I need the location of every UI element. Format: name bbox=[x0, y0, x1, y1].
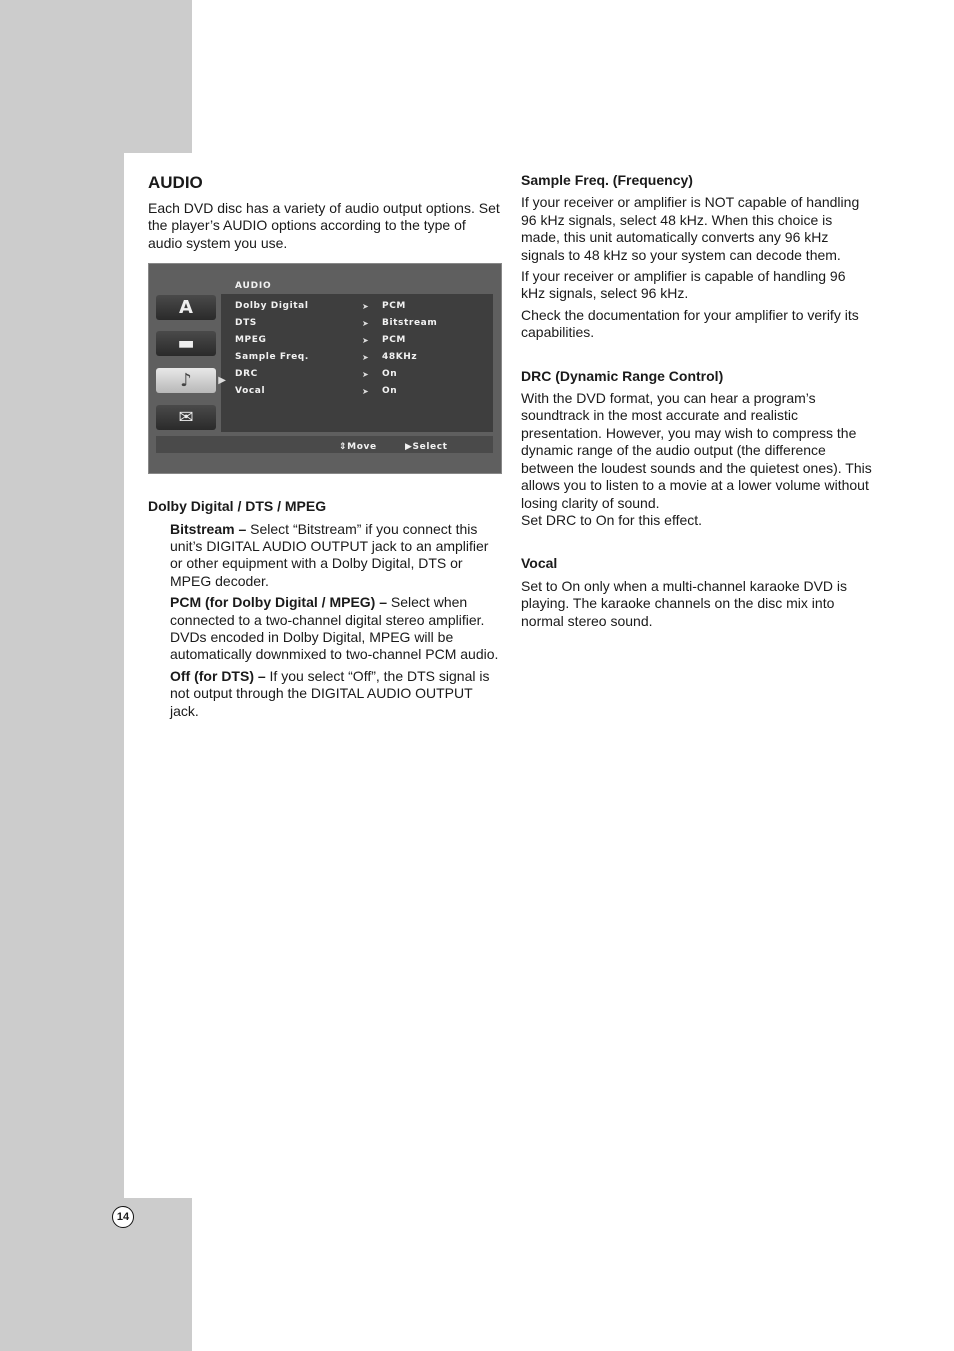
menu-row-label: Vocal bbox=[235, 386, 266, 397]
move-hint-label: Move bbox=[347, 442, 377, 453]
vocal-heading: Vocal bbox=[521, 555, 558, 572]
sample-freq-paragraph-1: If your receiver or amplifier is NOT capable of handling 96 kHz signals, select 48 kHz. When this choice is made, this unit automatically converts any 96 kHz signals to 48 kHz so your system can decode them. bbox=[521, 194, 860, 263]
language-tab-icon: A bbox=[156, 295, 216, 320]
drc-heading: DRC (Dynamic Range Control) bbox=[521, 367, 724, 384]
menu-heading: AUDIO bbox=[235, 281, 272, 292]
menu-row-value: PCM bbox=[382, 335, 406, 346]
pcm-label: PCM (for Dolby Digital / MPEG) – bbox=[170, 594, 388, 611]
pcm-paragraph bbox=[148, 594, 500, 664]
drc-paragraph-2: Set DRC to On for this effect. bbox=[521, 511, 703, 528]
audio-tab-glyph: ♪ bbox=[180, 370, 192, 392]
menu-row-label: Dolby Digital bbox=[235, 301, 309, 312]
pcm-text: Select when connected to a two-channel digital stereo amplifier. DVDs encoded in Dolby Digital, MPEG will be automatically downmixed to two-channel PCM audio. bbox=[170, 594, 499, 663]
row-pointer-icon: ➤ bbox=[362, 336, 369, 346]
lock-tab-icon: ✉ bbox=[156, 405, 216, 430]
intro-paragraph: Each DVD disc has a variety of audio output options. Set the player’s AUDIO options according to the type of audio system you use. bbox=[148, 200, 500, 251]
spacer bbox=[521, 533, 873, 555]
off-label: Off (for DTS) – bbox=[170, 667, 266, 684]
bitstream-text: Select “Bitstream” if you connect this unit’s DIGITAL AUDIO OUTPUT jack to an amplifier or other equipment with a Dolby Digital, DTS or MPEG decoder. bbox=[170, 520, 489, 589]
row-pointer-icon: ➤ bbox=[362, 387, 369, 397]
vocal-paragraph: Set to On only when a multi-channel karaoke DVD is playing. The karaoke channels on the disc mix into normal stereo sound. bbox=[521, 577, 848, 629]
row-pointer-icon: ➤ bbox=[362, 370, 369, 380]
menu-row-value: 48KHz bbox=[382, 352, 418, 363]
menu-row-label: MPEG bbox=[235, 335, 267, 346]
display-tab-icon: ▬ bbox=[156, 331, 216, 356]
right-column bbox=[521, 172, 873, 634]
menu-row-value: PCM bbox=[382, 301, 406, 312]
play-arrow-icon: ▶ bbox=[218, 375, 226, 387]
sample-freq-heading: Sample Freq. (Frequency) bbox=[521, 172, 693, 188]
row-pointer-icon: ➤ bbox=[362, 319, 369, 329]
left-column bbox=[148, 172, 500, 724]
spacer bbox=[521, 346, 873, 368]
menu-row-value: Bitstream bbox=[382, 318, 438, 329]
menu-row-value: On bbox=[382, 386, 398, 397]
menu-row-label: DTS bbox=[235, 318, 257, 329]
menu-row-label: Sample Freq. bbox=[235, 352, 309, 363]
margin-band-bottom bbox=[0, 1198, 192, 1351]
up-down-icon: ⇕ bbox=[339, 442, 348, 453]
page-number: 14 bbox=[112, 1206, 134, 1228]
sample-freq-paragraph-2: If your receiver or amplifier is capable of handling 96 kHz signals, select 96 kHz. bbox=[521, 268, 846, 302]
drc-paragraph-1: With the DVD format, you can hear a program’s soundtrack in the most accurate and realistic presentation. However, you may wish to compress the dynamic range of the audio output (the difference between the loudest sounds and the quietest ones). This allows you to listen to a movie at a lower volume without losing clarity of sound. bbox=[521, 390, 872, 511]
sample-freq-paragraph-3: Check the documentation for your amplifier to verify its capabilities. bbox=[521, 306, 859, 341]
audio-tab-icon bbox=[156, 368, 226, 393]
margin-band-top bbox=[0, 0, 192, 153]
play-arrow-icon: ▶ bbox=[405, 442, 413, 453]
bitstream-paragraph bbox=[148, 521, 500, 591]
dolby-heading: Dolby Digital / DTS / MPEG bbox=[148, 498, 327, 515]
menu-row-label: DRC bbox=[235, 369, 258, 380]
audio-setup-menu-screenshot bbox=[148, 263, 502, 474]
select-hint-label: Select bbox=[412, 442, 448, 453]
off-paragraph bbox=[148, 668, 500, 720]
select-hint bbox=[405, 439, 448, 456]
row-pointer-icon: ➤ bbox=[362, 353, 369, 363]
move-hint bbox=[339, 439, 377, 456]
bitstream-label: Bitstream – bbox=[170, 520, 247, 537]
section-title: AUDIO bbox=[148, 173, 203, 192]
row-pointer-icon: ➤ bbox=[362, 302, 369, 312]
menu-row-value: On bbox=[382, 369, 398, 380]
off-text: If you select “Off”, the DTS signal is not output through the DIGITAL AUDIO OUTPUT jack. bbox=[170, 667, 490, 719]
margin-band-left bbox=[0, 153, 124, 1198]
